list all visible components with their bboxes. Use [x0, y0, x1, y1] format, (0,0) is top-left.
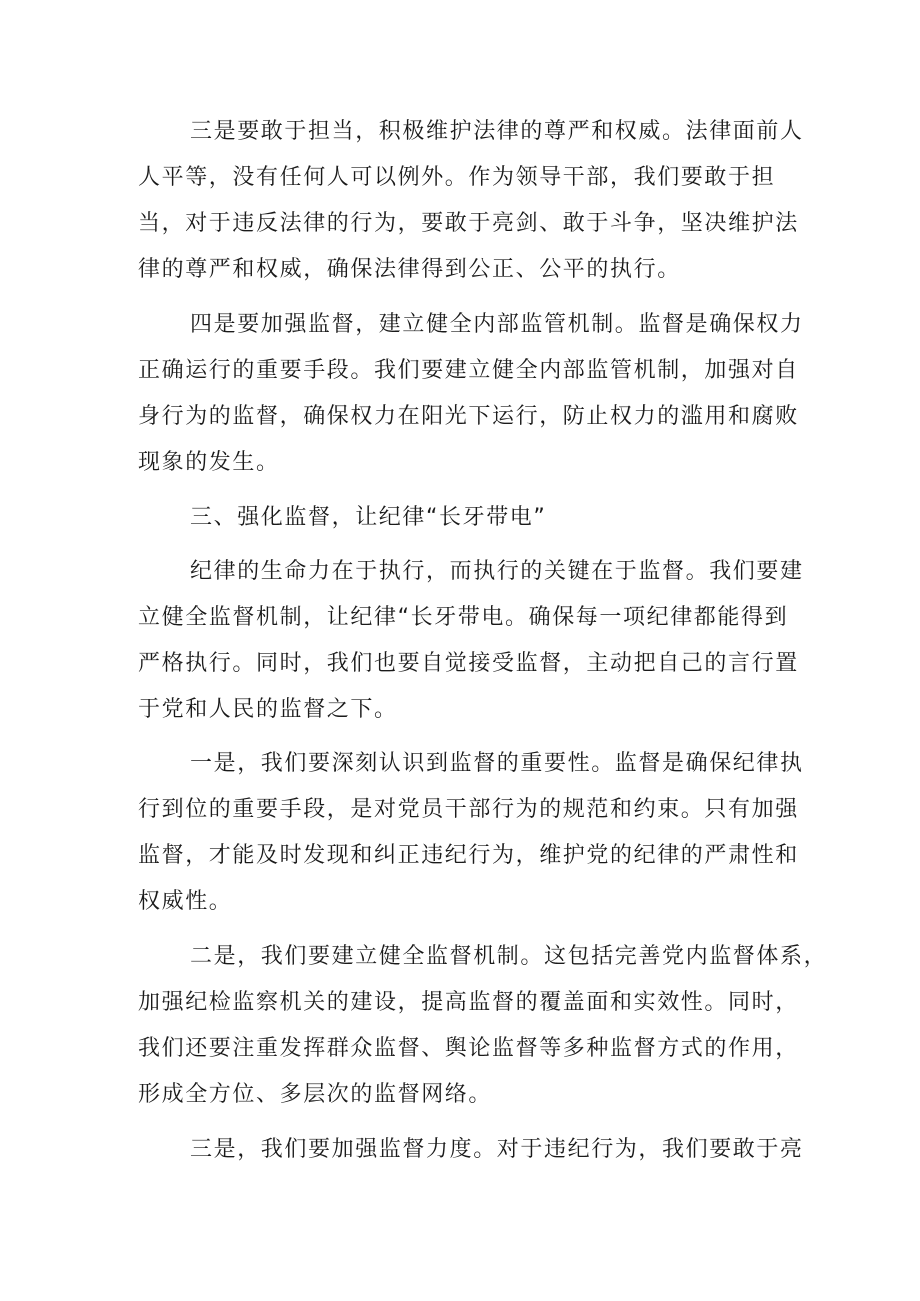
text-line: 严格执行。同时，我们也要自觉接受监督，主动把自己的言行置: [138, 651, 799, 676]
text-line: 三是，我们要加强监督力度。对于违纪行为，我们要敢于亮: [190, 1137, 804, 1162]
text-line: 身行为的监督，确保权力在阳光下运行，防止权力的滥用和腐败: [138, 404, 799, 429]
text-line: 律的尊严和权威，确保法律得到公正、公平的执行。: [138, 257, 681, 282]
text-line: 一是，我们要深刻认识到监督的重要性。监督是确保纪律执: [190, 751, 804, 776]
text-line: 我们还要注重发挥群众监督、舆论监督等多种监督方式的作用，: [138, 1036, 799, 1061]
text-line: 监督，才能及时发现和纠正违纪行为，维护党的纪律的严肃性和: [138, 843, 799, 868]
text-line: 人平等，没有任何人可以例外。作为领导干部，我们要敢于担: [138, 165, 776, 190]
section-heading: 三、强化监督，让纪律“长牙带电”: [190, 505, 547, 530]
text-line: 正确运行的重要手段。我们要建立健全内部监管机制，加强对自: [138, 358, 799, 383]
text-line: 二是，我们要建立健全监督机制。这包括完善党内监督体系，: [190, 944, 828, 969]
text-line: 纪律的生命力在于执行，而执行的关键在于监督。我们要建: [190, 559, 804, 584]
text-line: 加强纪检监察机关的建设，提高监督的覆盖面和实效性。同时，: [138, 990, 799, 1015]
text-line: 立健全监督机制，让纪律“长牙带电。确保每一项纪律都能得到: [138, 605, 789, 630]
text-line: 形成全方位、多层次的监督网络。: [138, 1082, 493, 1107]
text-line: 三是要敢于担当，积极维护法律的尊严和权威。法律面前人: [190, 119, 804, 144]
text-line: 于党和人民的监督之下。: [138, 697, 398, 722]
text-line: 行到位的重要手段，是对党员干部行为的规范和约束。只有加强: [138, 797, 799, 822]
text-line: 现象的发生。: [138, 450, 280, 475]
text-line: 当，对于违反法律的行为，要敢于亮剑、敢于斗争，坚决维护法: [138, 211, 799, 236]
text-line: 权威性。: [138, 889, 233, 914]
text-line: 四是要加强监督，建立健全内部监管机制。监督是确保权力: [190, 312, 804, 337]
